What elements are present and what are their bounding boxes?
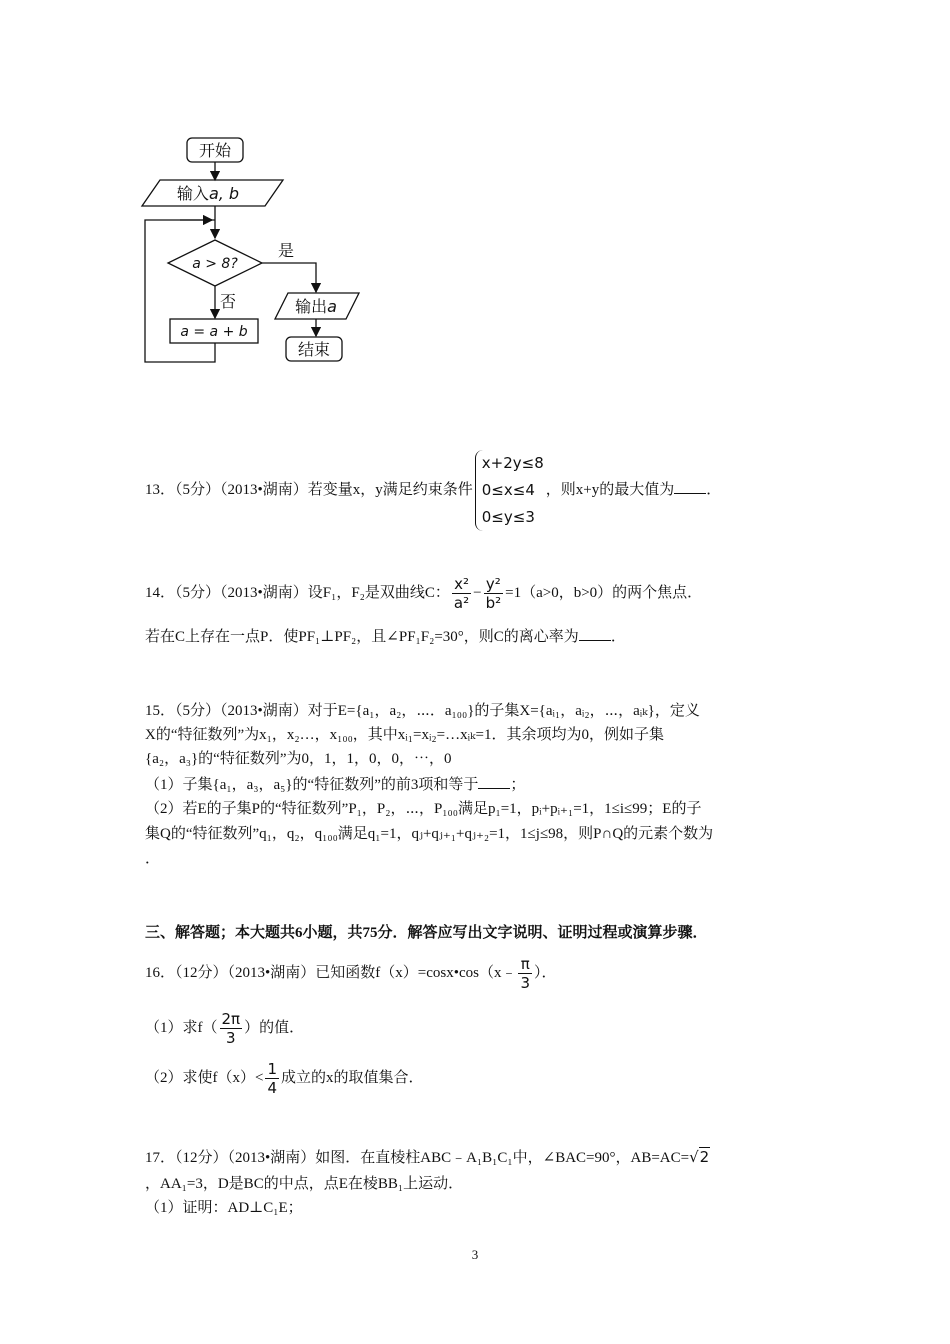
q16-frac-2pi-3: $\frac{2\pi}{3}$: [221, 1010, 241, 1047]
q13-suffix: ，则x+y的最大值为: [545, 481, 675, 498]
q15-line7: ．: [145, 851, 161, 867]
q15-answer-blank-1: [478, 774, 510, 789]
flow-yes-label: 是: [278, 241, 295, 260]
q14-line2-row: 若在C上存在一点P．使PF₁⊥PF₂，且∠PF₁F₂=30°，则C的离心率为 ．: [145, 626, 626, 647]
q14-eq: =1: [505, 584, 522, 601]
page-number: 3: [471, 1247, 479, 1262]
q15-line6: 集Q的“特征数列”q₁，q₂，q₁₀₀满足q₁=1，qⱼ+qⱼ₊₁+qⱼ₊₂=1，1≤j≤98，则P∩Q的元素个数为: [145, 826, 714, 842]
q17-sqrt: √2: [689, 1148, 710, 1166]
q14-line2: 若在C上存在一点P．使PF₁⊥PF₂，且∠PF₁F₂=30°，则C的离心率为: [145, 629, 579, 645]
q16-frac-pi-3: $\frac{\pi}{3}$: [520, 955, 530, 992]
q14-suffix: （a>0，b>0）的两个焦点．: [521, 584, 703, 601]
q17-line2: ，AA₁=3，D是BC的中点，点E在棱BB₁上运动．: [145, 1176, 464, 1192]
q16-prefix: 16．（12分）（2013•湖南）已知函数f（x）=cosx•cos（x﹣: [145, 964, 517, 981]
q17-prefix: 17．（12分）（2013•湖南）如图．在直棱柱ABC﹣A₁B₁C₁中，∠BAC=90°，AB=AC=: [145, 1150, 690, 1166]
q14-prefix: 14．（5分）（2013•湖南）设F₁，F₂是双曲线C：: [145, 584, 450, 601]
flow-input-vars: a, b: [208, 184, 240, 203]
q15-line4: （1）子集{a₁，a₃，a₅}的“特征数列”的前3项和等于: [145, 777, 479, 793]
question-16: [145, 955, 557, 992]
q15-line1: 15．（5分）（2013•湖南）对于E={a₁，a₂，⋯．a₁₀₀}的子集X={aᵢ₁，aᵢ₂，⋯，aᵢₖ}，定义: [145, 703, 700, 719]
q14-frac-x: $\frac{\text{x²}}{\text{a²}}$: [453, 575, 470, 612]
q13-answer-blank: [674, 479, 706, 494]
flow-start-label: 开始: [198, 141, 232, 160]
q15-line2: X的“特征数列”为x₁，x₂…，x₁₀₀，其中xᵢ₁=xᵢ₂=…xᵢₖ=1．其余项均为0，例如子集: [145, 727, 664, 743]
q13-constraint-1: x+2y≤8: [481, 454, 544, 472]
flow-end-label: 结束: [297, 340, 331, 359]
q15-line3: {a₂，a₃}的“特征数列”为0，1，1，0，0，⋯，0: [145, 751, 452, 767]
question-17: [145, 1147, 710, 1168]
q14-answer-blank: [579, 626, 611, 641]
q16-p1-prefix: （1）求f（: [145, 1019, 218, 1036]
q16-p2-prefix: （2）求使f（x）<: [145, 1069, 264, 1086]
flow-process-label: a = a + b: [180, 324, 248, 340]
q13-constraint-system: [475, 450, 544, 531]
q16-suffix: ）．: [534, 964, 557, 981]
q13-constraint-2: 0≤x≤4: [481, 481, 535, 499]
svg-text:输出a: [295, 297, 337, 316]
flow-decision-label: a > 8?: [192, 256, 238, 272]
svg-text:输入a, b: [177, 184, 239, 203]
flow-input-prefix: 输入: [176, 184, 209, 203]
q16-part2: [145, 1060, 424, 1097]
question-13: 13．（5分）（2013•湖南）若变量x，y满足约束条件 x+2y≤8 0≤x≤4 0≤y≤3 ，则x+y的最大值为 ．: [145, 450, 721, 531]
flow-no-label: 否: [220, 292, 237, 311]
q15-line5: （2）若E的子集P的“特征数列”P₁，P₂，⋯，P₁₀₀满足p₁=1，pᵢ+pᵢ₊₁=1，1≤i≤99；E的子: [145, 801, 702, 817]
q17-line3: （1）证明：AD⊥C₁E；: [145, 1200, 303, 1216]
q14-minus: −: [473, 584, 482, 601]
q13-prefix: 13．（5分）（2013•湖南）若变量x，y满足约束条件: [145, 481, 473, 498]
q14-frac-y: $\frac{\text{y²}}{\text{b²}}$: [485, 575, 502, 612]
q15-line4-end: ；: [510, 777, 526, 793]
question-14: [145, 575, 702, 612]
q16-p1-suffix: ）的值．: [244, 1019, 305, 1036]
flowchart: [140, 130, 370, 370]
flow-output-prefix: 输出: [295, 297, 328, 316]
q16-part1: [145, 1010, 304, 1047]
q15-line4-row: [145, 774, 525, 795]
flow-output-var: a: [327, 297, 337, 316]
q16-frac-1-4: $\frac{1}{4}$: [267, 1060, 278, 1097]
section-3-heading: 三、解答题；本大题共6小题，共75分．解答应写出文字说明、证明过程或演算步骤．: [145, 925, 708, 941]
q16-p2-suffix: 成立的x的取值集合．: [281, 1069, 424, 1086]
q13-constraint-3: 0≤y≤3: [481, 508, 535, 526]
